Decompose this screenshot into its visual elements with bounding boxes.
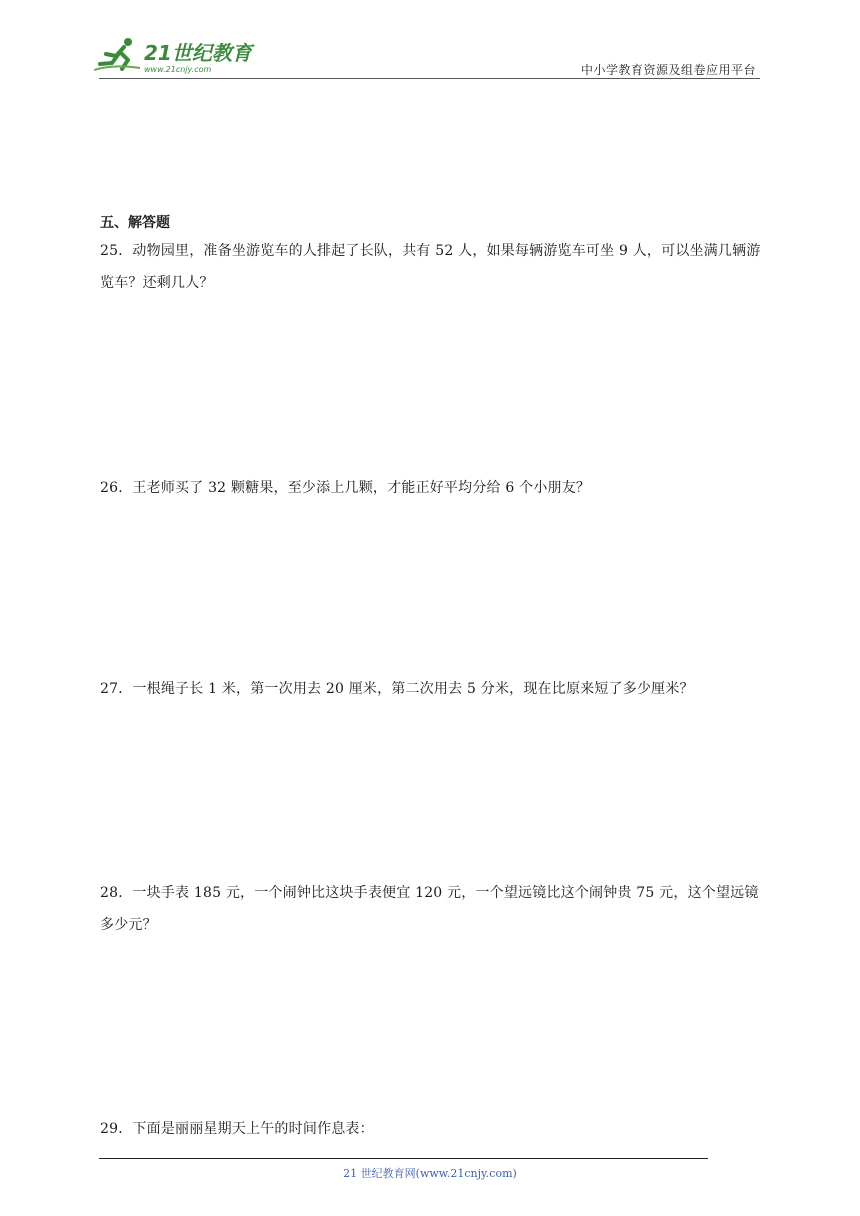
- logo-url-text: www.21cnjy.com: [144, 65, 212, 74]
- site-logo: [94, 36, 264, 76]
- platform-label: 中小学教育资源及组卷应用平台: [580, 63, 756, 77]
- footer-divider: [99, 1158, 708, 1159]
- question-26: 26．王老师买了 32 颗糖果，至少添上几颗，才能正好平均分给 6 个小朋友？: [100, 480, 591, 496]
- question-25: 25．动物园里，准备坐游览车的人排起了长队，共有 52 人，如果每辆游览车可坐 9 人，可以坐满几辆游览车？还剩几人？: [100, 243, 761, 291]
- question-27: 27．一根绳子长 1 米，第一次用去 20 厘米，第二次用去 5 分米，现在比原来短了多少厘米？: [100, 681, 694, 697]
- question-29: 29．下面是丽丽星期天上午的时间作息表：: [100, 1121, 374, 1137]
- footer-link[interactable]: 21 世纪教育网(www.21cnjy.com): [343, 1167, 517, 1180]
- logo-title-text: 21世纪教育: [144, 41, 252, 65]
- section-title: 五、解答题: [100, 215, 170, 231]
- header-divider: [99, 78, 760, 79]
- runner-logo-icon: [94, 38, 140, 70]
- question-28: 28．一块手表 185 元，一个闹钟比这块手表便宜 120 元，一个望远镜比这个闹钟贵 75 元，这个望远镜多少元？: [100, 885, 759, 933]
